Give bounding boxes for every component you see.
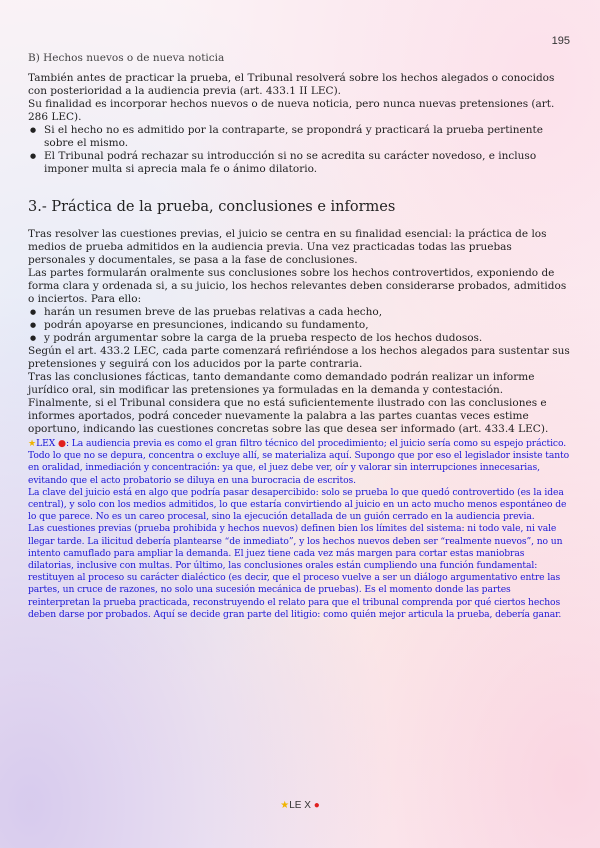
page-content (28, 52, 572, 621)
section-title: 3.- Práctica de la prueba, conclusiones e informes (28, 199, 396, 215)
bullet-item: ● harán un resumen breve de las pruebas relativas a cada hecho, (28, 306, 572, 319)
lex-note-paragraph: Las cuestiones previas (prueba prohibida y hechos nuevos) definen bien los límites del sistema: ni todo vale, ni vale llegar tarde. La ilicitud debería plantearse “de inmediato”, y los hechos nuevos deben ser “realmente nuevos”, no un intento camuflado para ampliar la demanda. El juez tiene cada vez más margen para cortar estas maniobras dilatorias, inclusive con multas. Por último, las conclusiones orales están cumpliendo una función fundamental: restituyen al proceso su carácter dialéctico (es decir, que el proceso vuelve a ser un diálogo argumentativo entre las partes, un cruce de razones, no solo una sucesión mecánica de pruebas). Es el momento donde las partes reinterpretan la prueba practicada, reconstruyendo el relato para que el tribunal comprenda por qué ciertos hechos deben darse por probados. Aquí se decide gran parte del litigio: como quién mejor articula la prueba, debería ganar. (28, 523, 563, 620)
subheading: B) Hechos nuevos o de nueva noticia (28, 52, 225, 64)
intro-paragraph: Su finalidad es incorporar hechos nuevos o de nueva noticia, pero nunca nuevas pretensiones (art. 286 LEC). (28, 98, 555, 123)
section-paragraph: Las partes formularán oralmente sus conclusiones sobre los hechos controvertidos, exponiendo de forma clara y ordenada si, a su juicio, los hechos relevantes deben considerarse probados, admitidos o inciertos. Para ello: (28, 267, 567, 305)
blood-drop-icon: ● (313, 800, 320, 811)
bullet-item: ● y podrán argumentar sobre la carga de la prueba respecto de los hechos dudosos. (28, 332, 572, 345)
section-bullet-list (28, 306, 572, 345)
lex-label: LEX (36, 438, 56, 449)
footer-logo (0, 800, 600, 811)
intro-paragraph: También antes de practicar la prueba, el Tribunal resolverá sobre los hechos alegados o conocidos con posterioridad a la audiencia previa (art. 433.1 II LEC). (28, 72, 555, 97)
lex-note-first-paragraph (28, 438, 572, 487)
page-number: 195 (551, 35, 570, 47)
closing-paragraph: Tras las conclusiones fácticas, tanto demandante como demandado podrán realizar un informe jurídico oral, sin modificar las pretensiones ya formuladas en la demanda y contestación. (28, 371, 535, 396)
lex-note (28, 438, 572, 621)
section-paragraph: Tras resolver las cuestiones previas, el juicio se centra en su finalidad esencial: la práctica de los medios de prueba admitidos en la audiencia previa. Una vez practicadas todas las pruebas personales y documentales, se pasa a la fase de conclusiones. (28, 228, 547, 266)
intro-bullet-list (28, 124, 572, 176)
star-icon: ★ (28, 438, 37, 449)
bullet-item: ● El Tribunal podrá rechazar su introducción si no se acredita su carácter novedoso, e incluso imponer multa si aprecia mala fe o ánimo dilatorio. (28, 150, 572, 176)
closing-paragraph: Finalmente, si el Tribunal considera que no está suficientemente ilustrado con las conclusiones e informes aportados, podrá conceder nuevamente la palabra a las partes cuantas veces estime oportuno, indicando las cuestiones concretas sobre las que desea ser informado (art. 433.4 LEC). (28, 397, 549, 435)
lex-note-text: : La audiencia previa es como el gran filtro técnico del procedimiento; el juicio sería como su espejo práctico. Todo lo que no se depura, concentra o excluye allí, se materializa aquí. Supongo que por eso el legislador insiste tanto en oralidad, inmediación y concentración: ya que, el juez debe ver, oír y valorar sin interrupciones innecesarias, evitando que el acto probatorio se diluya en una burocracia de escritos. (28, 438, 570, 486)
bullet-item: ● Si el hecho no es admitido por la contraparte, se propondrá y practicará la prueba pertinente sobre el mismo. (28, 124, 572, 150)
closing-paragraph: Según el art. 433.2 LEC, cada parte comenzará refiriéndose a los hechos alegados para sustentar sus pretensiones y seguirá con los aducidos por la parte contraria. (28, 345, 570, 370)
footer-label: LE X (289, 800, 311, 811)
bullet-item: ● podrán apoyarse en presunciones, indicando su fundamento, (28, 319, 572, 332)
star-icon: ★ (280, 800, 290, 811)
lex-note-paragraph: La clave del juicio está en algo que podría pasar desapercibido: solo se prueba lo que quedó controvertido (es la idea central), y solo con los medios admitidos, lo que estaría convirtiendo al juicio en un acto mucho menos espontáneo de lo que parece. No es un careo procesal, sino la ejecución detallada de un guión cerrado en la audiencia previa. (28, 486, 567, 523)
blood-drop-icon: ● (58, 438, 66, 449)
